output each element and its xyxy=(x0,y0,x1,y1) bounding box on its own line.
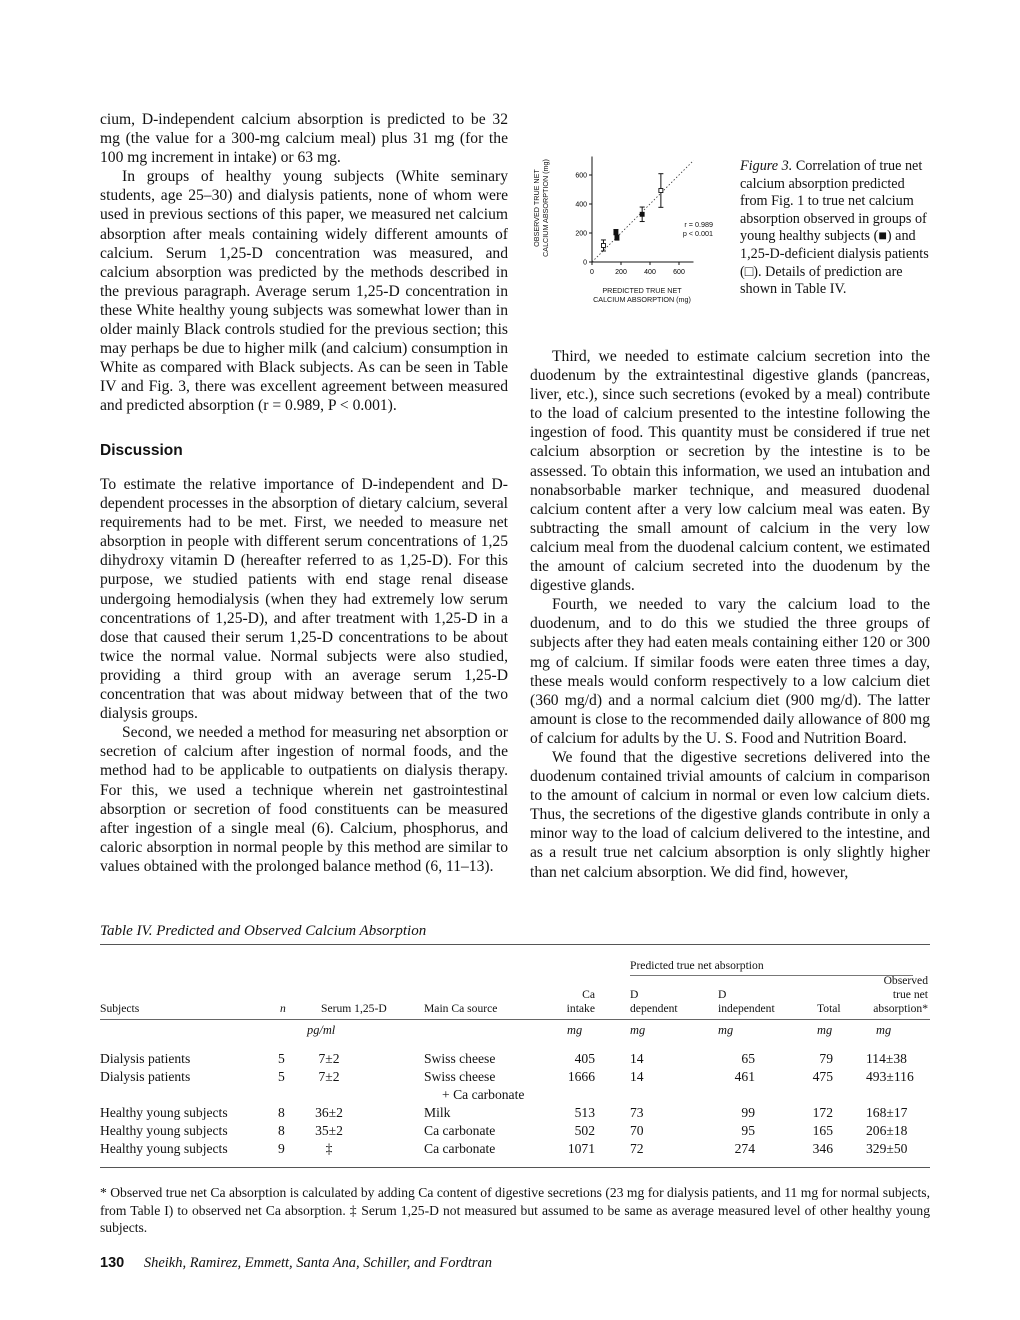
header-subjects: Subjects xyxy=(100,1002,140,1015)
header-total: Total xyxy=(817,1002,841,1015)
figure-3-caption xyxy=(740,158,935,299)
cell-intake: 513 xyxy=(574,1105,595,1120)
x-tick-label: 0 xyxy=(590,269,594,276)
header-intake-2: intake xyxy=(566,1002,595,1015)
cell-ddep: 72 xyxy=(630,1141,644,1156)
page-number: 130 xyxy=(100,1255,125,1271)
cell-dind: 95 xyxy=(741,1123,755,1138)
x-axis-label-line2: CALCIUM ABSORPTION (mg) xyxy=(593,295,691,304)
left-column-bottom xyxy=(100,475,508,876)
paragraph: cium, D-independent calcium absorption is predicted to be 32 mg (the value for a 300-mg calcium meal) plus 31 mg (for the 100 mg increment in intake) or 63 mg. xyxy=(100,111,508,167)
cell-serum: 7±2 xyxy=(318,1051,340,1066)
header-dind-2: independent xyxy=(718,1002,775,1015)
section-heading-discussion: Discussion xyxy=(100,442,183,459)
paragraph: We found that the digestive secretions delivered into the duodenum contained trivial amounts of calcium in comparison to the amount of calcium in normal or even low calcium diets. Thus, the secretions of the digestive glands contribute in only a minor way to the load of calcium delivered to the intestine, and as a result true net calcium absorption is only slightly higher than net calcium absorption. We did find, however, xyxy=(530,748,930,881)
paragraph: To estimate the relative importance of D-independent and D-dependent processes in the absorption of dietary calcium, several requirements had to be met. First, we needed to measure net absorption in people with different serum concentrations of 1,25 dihydroxy vitamin D (hereafter referred to as 1,25-D). For this purpose, we studied patients with end stage renal disease undergoing hemodialysis (when they had extremely low serum concentrations of 1,25-D), and after treatment with 1,25-D in a dose that caused their serum 1,25-D concentrations to be about twice the normal value. Normal subjects were also studied, providing a third group with an average serum 1,25-D concentration that was about midway between that of the two dialysis groups. xyxy=(100,476,508,723)
cell-dind: 99 xyxy=(741,1105,755,1120)
cell-observed: 493±116 xyxy=(866,1069,914,1084)
cell-subjects: Healthy young subjects xyxy=(100,1123,228,1138)
cell-source: Milk xyxy=(424,1105,451,1120)
cell-n: 8 xyxy=(278,1123,285,1138)
cell-subjects: Dialysis patients xyxy=(100,1069,191,1084)
cell-source-line2: + Ca carbonate xyxy=(442,1087,525,1102)
data-point xyxy=(615,236,619,240)
cell-source: Ca carbonate xyxy=(424,1141,496,1156)
cell-observed: 114±38 xyxy=(866,1051,907,1066)
x-axis-label-line1: PREDICTED TRUE NET xyxy=(602,286,682,295)
group-header: Predicted true net absorption xyxy=(630,959,764,972)
cell-dind: 65 xyxy=(741,1051,755,1066)
header-n: n xyxy=(280,1002,286,1015)
header-ddep-1: D xyxy=(630,988,639,1001)
y-tick-label: 0 xyxy=(583,259,587,267)
unit-intake: mg xyxy=(567,1023,583,1037)
figure-label: Figure 3. xyxy=(740,158,793,174)
unit-total: mg xyxy=(817,1023,833,1037)
cell-source: Ca carbonate xyxy=(424,1123,496,1138)
correlation-p: p < 0.001 xyxy=(682,229,713,238)
table-footnote: * Observed true net Ca absorption is calculated by adding Ca content of digestive secretions (23 mg for dialysis patients, and 11 mg for normal subjects, from Table I) to observed net Ca absorption. ‡ Serum 1,25-D not measured but assumed to be same as average measured level of other healthy young subjects. xyxy=(100,1185,930,1236)
data-point xyxy=(601,243,605,247)
unit-ddep: mg xyxy=(630,1023,646,1037)
y-tick-label: 400 xyxy=(575,201,587,209)
cell-intake: 1071 xyxy=(567,1141,595,1156)
data-point xyxy=(640,212,644,216)
cell-serum: 35±2 xyxy=(315,1123,343,1138)
x-tick-label: 400 xyxy=(644,269,656,276)
cell-total: 346 xyxy=(812,1141,833,1156)
cell-intake: 405 xyxy=(574,1051,595,1066)
data-point xyxy=(614,230,618,234)
unit-serum: pg/ml xyxy=(307,1023,336,1037)
cell-observed: 206±18 xyxy=(866,1123,908,1138)
left-column-top xyxy=(100,110,508,416)
running-authors: Sheikh, Ramirez, Emmett, Santa Ana, Schiller, and Fordtran xyxy=(143,1255,493,1271)
x-tick-label: 600 xyxy=(673,269,685,276)
cell-n: 8 xyxy=(278,1105,285,1120)
y-tick-label: 200 xyxy=(575,230,587,238)
cell-dind: 274 xyxy=(734,1141,755,1156)
cell-subjects: Healthy young subjects xyxy=(100,1141,228,1156)
figure-3-chart xyxy=(525,100,735,325)
header-rule xyxy=(100,1019,930,1020)
cell-source: Swiss cheese xyxy=(424,1051,496,1066)
paragraph: Fourth, we needed to vary the calcium load to the duodenum, and to do this we studied the three groups of subjects after they had eaten meals containing either 120 or 300 mg of calcium. If similar foods were eaten three times a day, these meals would conform respectively to a low calcium diet (360 mg/d) and a normal calcium diet (900 mg/d). The latter amount is close to the recommended daily allowance of 800 mg of calcium for adults by the U. S. Food and Nutrition Board. xyxy=(530,596,930,747)
cell-n: 5 xyxy=(278,1069,285,1084)
page-footer xyxy=(100,1255,492,1272)
figure-caption-text: Correlation of true net calcium absorption predicted from Fig. 1 to true net calcium absorption observed in groups of young healthy subjects (■) and 1,25-D-deficient dialysis patients (□). Details of prediction are shown in Table IV. xyxy=(740,158,929,298)
paragraph: Third, we needed to estimate calcium secretion into the duodenum by the extraintestinal digestive glands (pancreas, liver, etc.), since such secretions (evoked by a meal) contribute to the load of calcium presented to the intestine following the ingestion of food. This quantity must be considered if true net calcium absorption or secretion by the intestine is to be assessed. To obtain this information, we used an intubation and nonabsorbable marker technique, and measured duodenal calcium content after a very low calcium meal was eaten. By subtracting the small amount of calcium in the very low calcium meal from the duodenal calcium content, we estimated the amount of calcium secreted into the duodenum by the digestive glands. xyxy=(530,348,930,595)
cell-n: 9 xyxy=(278,1141,285,1156)
header-observed-3: absorption* xyxy=(873,1002,928,1015)
header-observed-2: true net xyxy=(892,988,928,1001)
cell-observed: 168±17 xyxy=(866,1105,908,1120)
cell-intake: 1666 xyxy=(567,1069,595,1084)
cell-serum: 36±2 xyxy=(315,1105,343,1120)
header-observed-1: Observed xyxy=(883,974,928,987)
header-dind-1: D xyxy=(718,988,727,1001)
cell-total: 172 xyxy=(812,1105,833,1120)
cell-ddep: 14 xyxy=(630,1051,644,1066)
table-bottom-rule xyxy=(100,1167,930,1168)
table-top-rule xyxy=(100,944,930,945)
x-tick-label: 200 xyxy=(615,269,627,276)
cell-total: 475 xyxy=(812,1069,833,1084)
paragraph: In groups of healthy young subjects (White seminary students, age 25–30) and dialysis patients, none of whom were used in previous sections of this paper, we measured net calcium absorption after meals containing widely different amounts of calcium. Serum 1,25-D concentration was measured, and calcium absorption was predicted by the methods described in the previous paragraph. Average serum 1,25-D concentration in these White healthy young subjects was somewhat lower than in older mainly Black controls studied for the previous section; this may perhaps be due to higher milk (and calcium) consumption in White as compared with Black subjects. As can be seen in Table IV and Fig. 3, there was excellent agreement between measured and predicted absorption (r = 0.989, P < 0.001). xyxy=(100,168,508,415)
cell-ddep: 70 xyxy=(630,1123,644,1138)
cell-source: Swiss cheese xyxy=(424,1069,496,1084)
unit-observed: mg xyxy=(876,1023,892,1037)
cell-serum: ‡ xyxy=(325,1141,333,1156)
header-source: Main Ca source xyxy=(424,1002,498,1015)
y-tick-label: 600 xyxy=(575,172,587,180)
cell-observed: 329±50 xyxy=(866,1141,908,1156)
y-axis-label-line1: OBSERVED TRUE NET xyxy=(532,169,541,247)
data-point xyxy=(659,189,663,193)
right-column xyxy=(530,347,930,882)
cell-n: 5 xyxy=(278,1051,285,1066)
cell-ddep: 73 xyxy=(630,1105,644,1120)
paragraph: Second, we needed a method for measuring net absorption or secretion of calcium after ingestion of normal foods, and the method had to be applicable to outpatients on dialysis therapy. For this, we used a technique wherein net gastrointestinal absorption or secretion of food constituents can be measured after ingestion of a single meal (6). Calcium, phosphorus, and caloric absorption in normal people by this method are similar to values obtained with the prolonged balance method (6, 11–13). xyxy=(100,724,508,875)
cell-intake: 502 xyxy=(574,1123,595,1138)
y-axis-label-line2: CALCIUM ABSORPTION (mg) xyxy=(541,159,550,257)
identity-line xyxy=(592,161,694,263)
cell-total: 165 xyxy=(812,1123,833,1138)
header-serum: Serum 1,25-D xyxy=(321,1002,387,1015)
cell-ddep: 14 xyxy=(630,1069,644,1084)
cell-subjects: Healthy young subjects xyxy=(100,1105,228,1120)
cell-serum: 7±2 xyxy=(318,1069,340,1084)
cell-total: 79 xyxy=(819,1051,833,1066)
table-title: Table IV. Predicted and Observed Calcium Absorption xyxy=(100,923,427,939)
correlation-r: r = 0.989 xyxy=(684,220,713,229)
header-ddep-2: dependent xyxy=(630,1002,678,1015)
unit-dind: mg xyxy=(718,1023,734,1037)
header-intake-1: Ca xyxy=(582,988,595,1001)
cell-dind: 461 xyxy=(734,1069,755,1084)
cell-subjects: Dialysis patients xyxy=(100,1051,191,1066)
